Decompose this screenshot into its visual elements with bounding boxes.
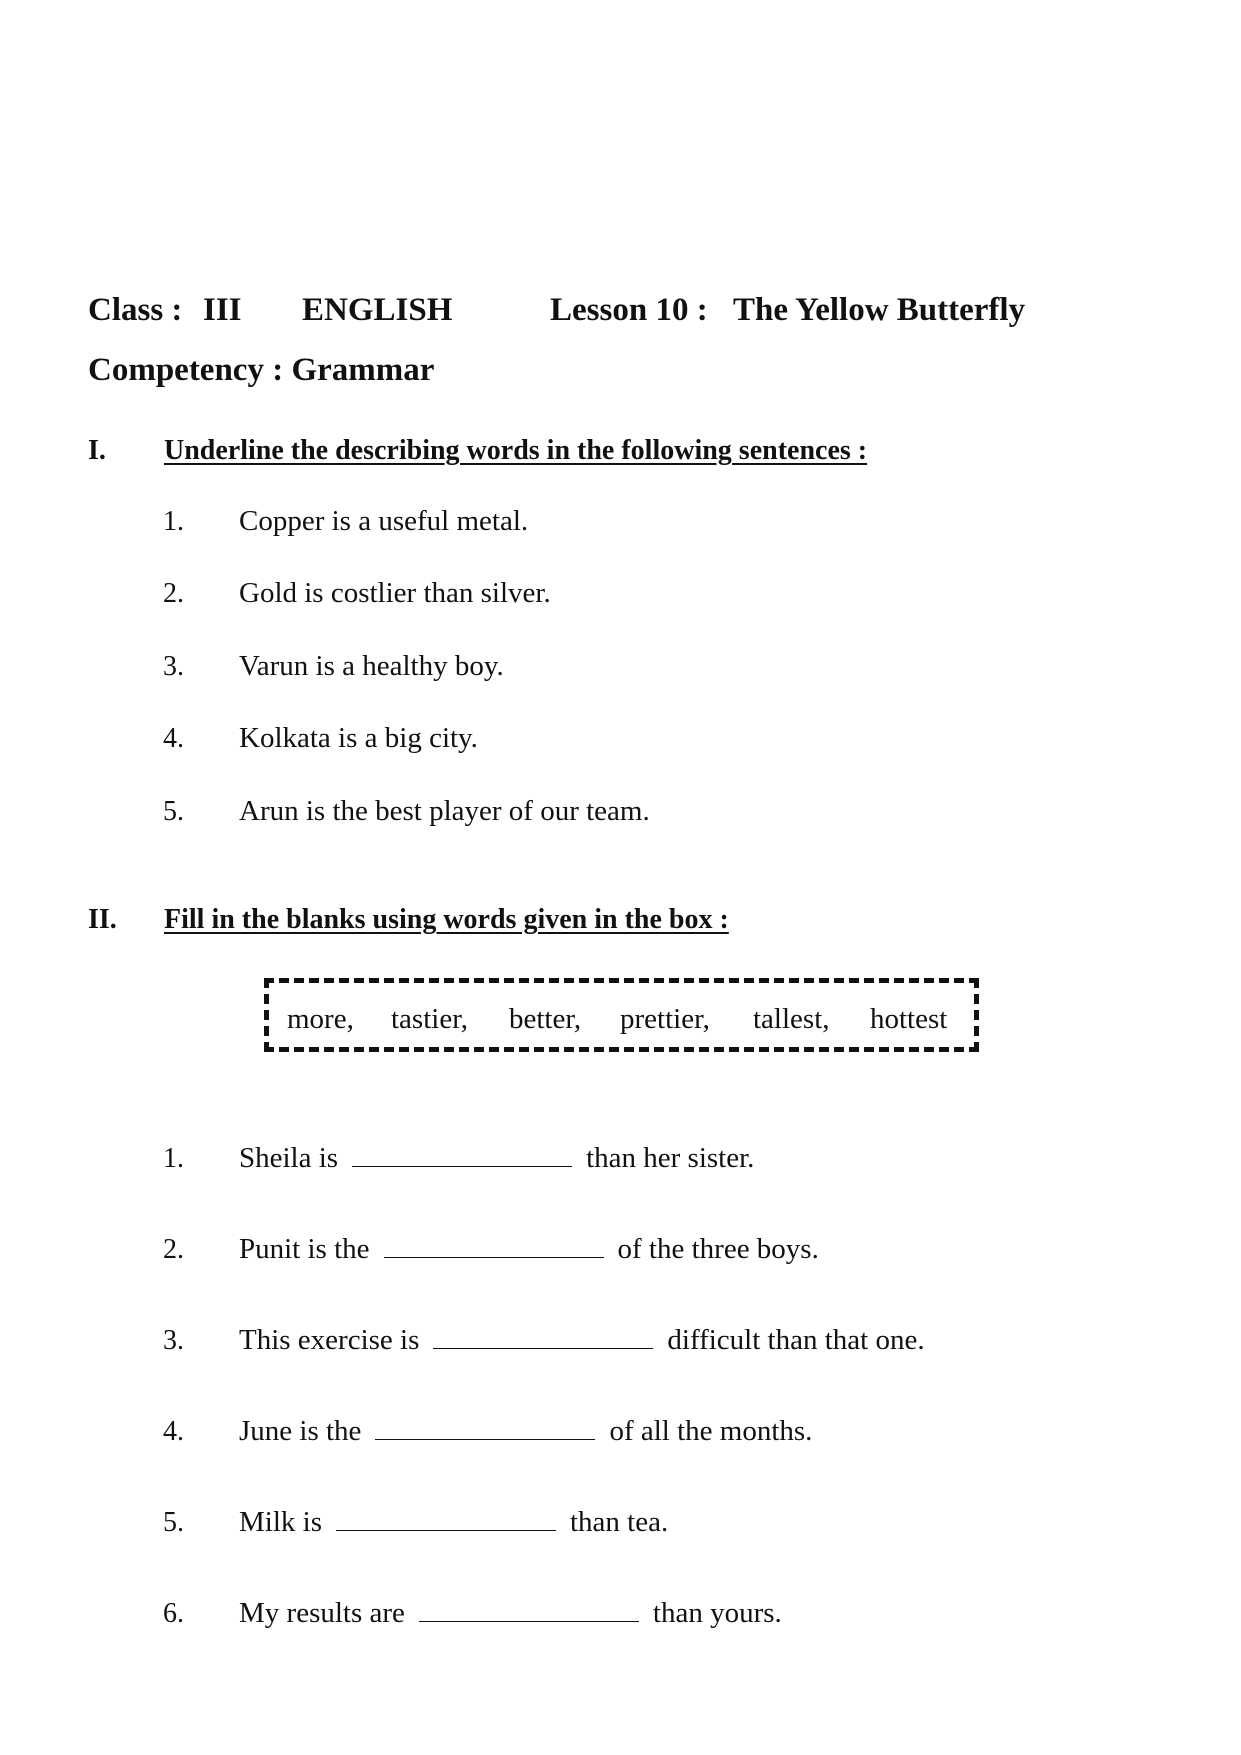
- sentence-start: Sheila is: [239, 1142, 339, 1174]
- list-item: Kolkata is a big city.: [239, 722, 478, 754]
- list-item-number: 2.: [163, 1234, 184, 1265]
- class-value: III: [203, 292, 242, 328]
- section1-number: I.: [88, 435, 106, 466]
- list-item-number: 3.: [163, 651, 184, 682]
- list-item-number: 3.: [163, 1325, 184, 1356]
- lesson-label: Lesson 10 :: [550, 292, 708, 328]
- list-item: Copper is a useful metal.: [239, 505, 529, 537]
- list-item-number: 1.: [163, 506, 184, 537]
- list-item: Arun is the best player of our team.: [239, 795, 650, 827]
- fill-blank-item: [239, 1324, 925, 1357]
- word-box: [264, 978, 979, 1052]
- lesson-title: The Yellow Butterfly: [733, 292, 1026, 328]
- fill-blank-item: [239, 1597, 782, 1630]
- sentence-end: of all the months.: [609, 1415, 813, 1447]
- list-item-number: 1.: [163, 1143, 184, 1174]
- fill-blank-item: [239, 1233, 819, 1266]
- competency: Competency : Grammar: [88, 352, 435, 388]
- class-label: Class :: [88, 292, 183, 328]
- blank-line[interactable]: [352, 1146, 572, 1167]
- word-option: hottest: [870, 1003, 948, 1035]
- sentence-end: than yours.: [652, 1597, 782, 1629]
- word-option: better,: [509, 1003, 582, 1035]
- list-item-number: 5.: [163, 1507, 184, 1538]
- list-item-number: 2.: [163, 578, 184, 609]
- sentence-start: This exercise is: [239, 1324, 420, 1356]
- list-item: Varun is a healthy boy.: [239, 650, 504, 682]
- fill-blank-item: [239, 1142, 754, 1175]
- blank-line[interactable]: [433, 1328, 653, 1349]
- word-option: prettier,: [620, 1003, 710, 1035]
- sentence-end: than her sister.: [586, 1142, 755, 1174]
- sentence-start: Milk is: [239, 1506, 322, 1538]
- fill-blank-item: [239, 1415, 812, 1448]
- sentence-start: Punit is the: [239, 1233, 370, 1265]
- section1-title: Underline the describing words in the following sentences :: [164, 435, 868, 466]
- list-item-number: 6.: [163, 1598, 184, 1629]
- sentence-end: difficult than that one.: [667, 1324, 925, 1356]
- blank-line[interactable]: [336, 1510, 556, 1531]
- list-item-number: 4.: [163, 723, 184, 754]
- blank-line[interactable]: [419, 1601, 639, 1622]
- fill-blank-item: [239, 1506, 668, 1539]
- subject: ENGLISH: [302, 292, 453, 328]
- word-option: tastier,: [391, 1003, 468, 1035]
- blank-line[interactable]: [384, 1237, 604, 1258]
- sentence-start: My results are: [239, 1597, 405, 1629]
- section2-number: II.: [88, 904, 117, 935]
- list-item: Gold is costlier than silver.: [239, 577, 551, 609]
- list-item-number: 5.: [163, 796, 184, 827]
- section2-title: Fill in the blanks using words given in the box :: [164, 904, 729, 935]
- list-item-number: 4.: [163, 1416, 184, 1447]
- sentence-end: than tea.: [570, 1506, 669, 1538]
- word-option: more,: [287, 1003, 354, 1035]
- sentence-end: of the three boys.: [617, 1233, 819, 1265]
- word-option: tallest,: [753, 1003, 830, 1035]
- sentence-start: June is the: [239, 1415, 362, 1447]
- blank-line[interactable]: [375, 1419, 595, 1440]
